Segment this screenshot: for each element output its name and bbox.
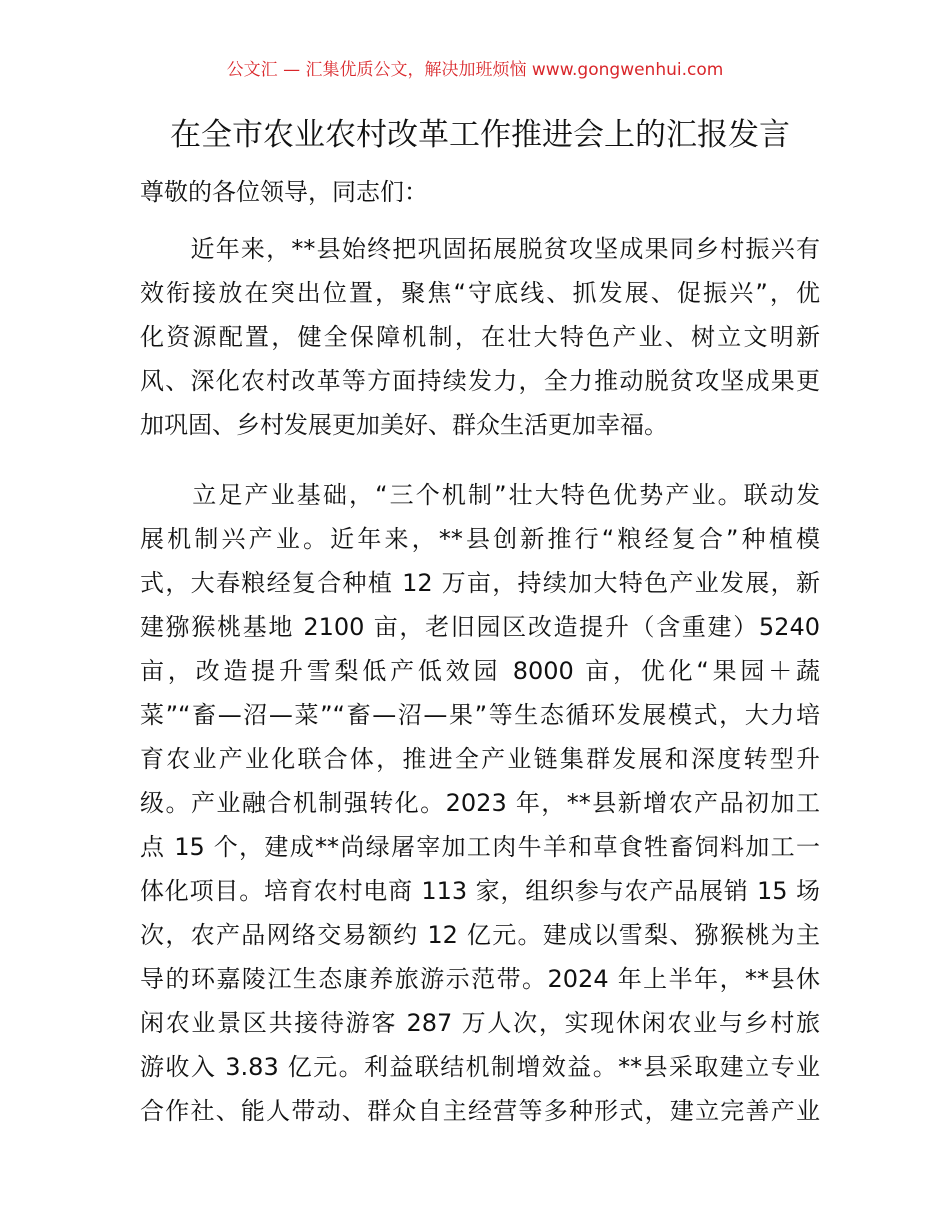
text-line: 效衔接放在突出位置，聚焦“守底线、抓发展、促振兴”，优 xyxy=(140,279,820,307)
text-line: 合作社、能人带动、群众自主经营等多种形式，建立完善产业 xyxy=(140,1097,820,1125)
text-line: 闲农业景区共接待游客 287 万人次，实现休闲农业与乡村旅 xyxy=(140,1009,820,1037)
text-line: 菜”“畜—沼—菜”“畜—沼—果”等生态循环发展模式，大力培 xyxy=(140,701,820,729)
text-line: 风、深化农村改革等方面持续发力，全力推动脱贫攻坚成果更 xyxy=(140,367,820,395)
text-line: 建猕猴桃基地 2100 亩，老旧园区改造提升（含重建）5240 xyxy=(140,613,820,641)
text-line: 立足产业基础，“三个机制”壮大特色优势产业。联动发 xyxy=(140,481,820,509)
text-line: 级。产业融合机制强转化。2023 年，**县新增农产品初加工 xyxy=(140,789,820,817)
text-line: 次，农产品网络交易额约 12 亿元。建成以雪梨、猕猴桃为主 xyxy=(140,921,820,949)
paragraph-1 xyxy=(140,227,820,447)
text-line: 体化项目。培育农村电商 113 家，组织参与农产品展销 15 场 xyxy=(140,877,820,905)
text-line: 点 15 个，建成**尚绿屠宰加工肉牛羊和草食牲畜饲料加工一 xyxy=(140,833,820,861)
document-title: 在全市农业农村改革工作推进会上的汇报发言 xyxy=(170,117,790,153)
text-line: 育农业产业化联合体，推进全产业链集群发展和深度转型升 xyxy=(140,745,820,773)
text-line: 加巩固、乡村发展更加美好、群众生活更加幸福。 xyxy=(140,411,668,439)
text-line: 展机制兴产业。近年来，**县创新推行“粮经复合”种植模 xyxy=(140,525,820,553)
text-line: 游收入 3.83 亿元。利益联结机制增效益。**县采取建立专业 xyxy=(140,1053,820,1081)
paragraph-2 xyxy=(140,473,820,1133)
site-banner: 公文汇 — 汇集优质公文，解决加班烦恼 www.gongwenhui.com xyxy=(226,60,724,80)
salutation: 尊敬的各位领导，同志们： xyxy=(140,178,428,206)
text-line: 导的环嘉陵江生态康养旅游示范带。2024 年上半年，**县休 xyxy=(140,965,820,993)
text-line: 近年来，**县始终把巩固拓展脱贫攻坚成果同乡村振兴有 xyxy=(140,235,820,263)
text-line: 化资源配置，健全保障机制，在壮大特色产业、树立文明新 xyxy=(140,323,820,351)
text-line: 亩，改造提升雪梨低产低效园 8000 亩，优化“果园＋蔬 xyxy=(140,657,820,685)
text-line: 式，大春粮经复合种植 12 万亩，持续加大特色产业发展，新 xyxy=(140,569,820,597)
document-body xyxy=(140,227,820,1133)
